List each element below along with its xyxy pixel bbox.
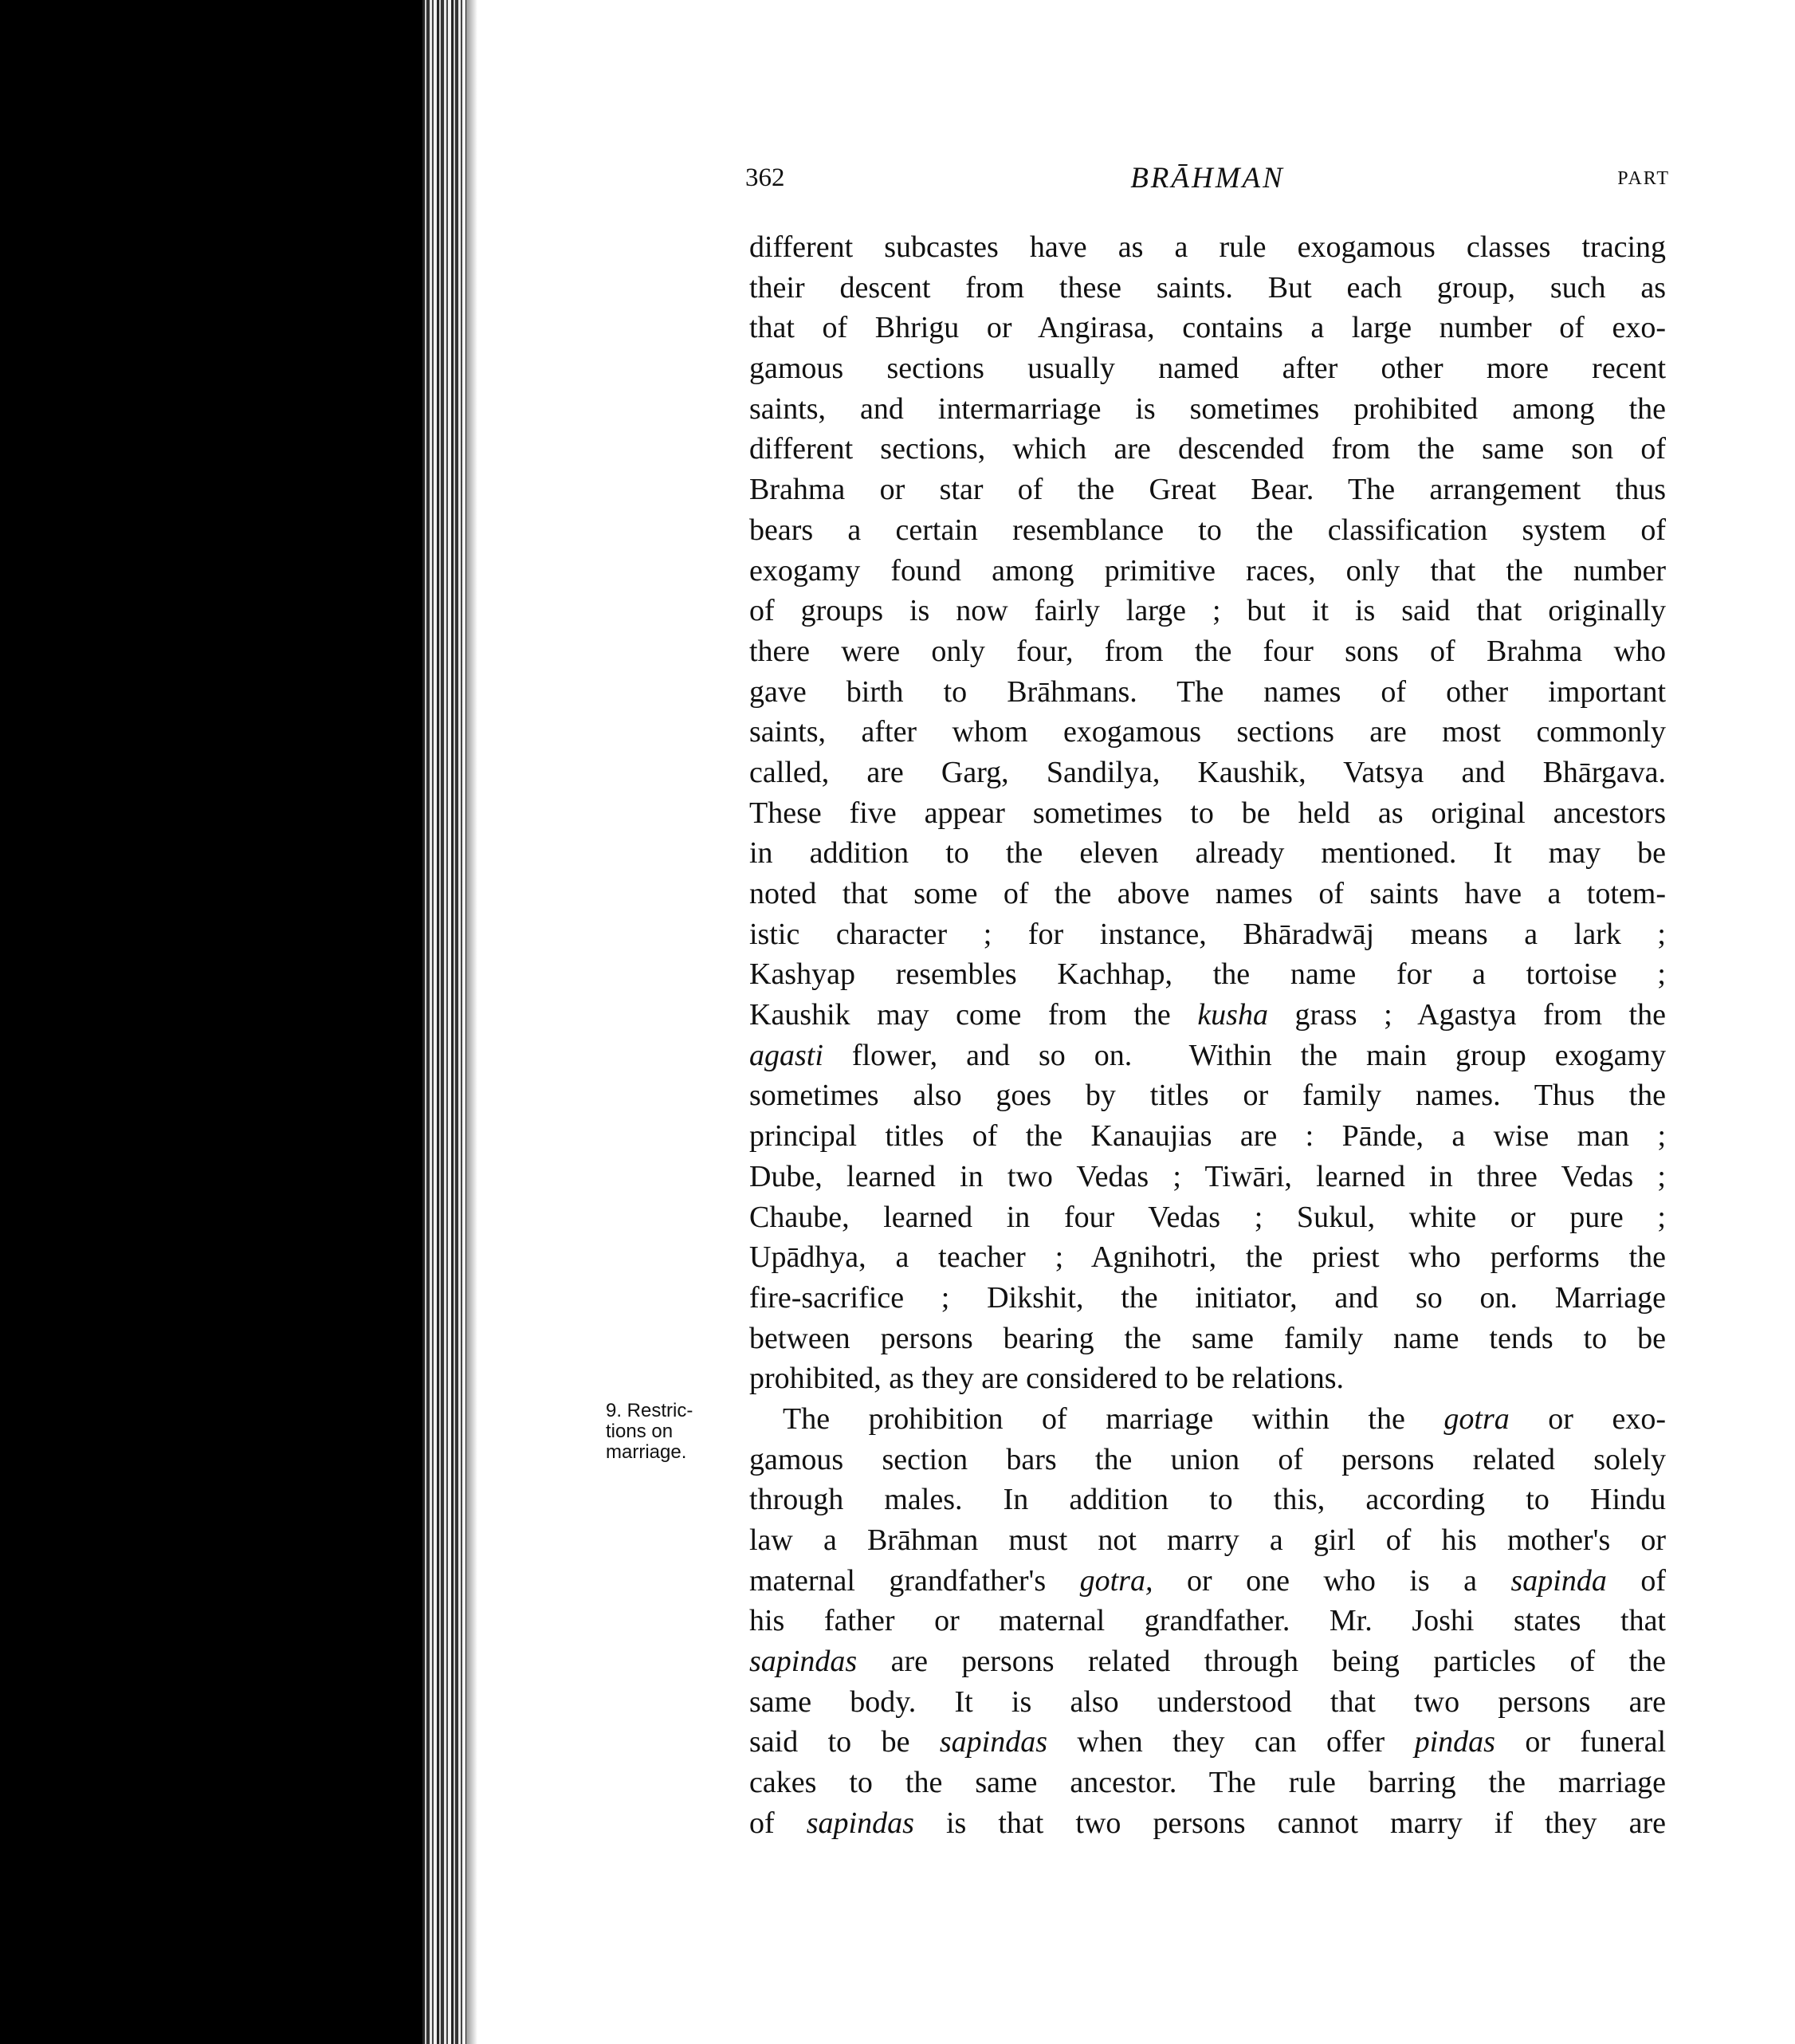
page-edge-shadow [466, 0, 477, 2044]
text-line: their descent from these saints. But each group, such as [749, 270, 1666, 305]
text-line [749, 1641, 1666, 1682]
page-edge [422, 0, 470, 2044]
text-line [749, 1036, 1666, 1076]
text-line: prohibited, as they are considered to be relations. [749, 1362, 1345, 1396]
text-line [749, 1722, 1666, 1763]
text-line: between persons bearing the same family name tends to be [749, 1321, 1666, 1355]
text-line: istic character ; for instance, Bhāradwāj means a lark ; [749, 917, 1666, 951]
italic-term: sapindas [749, 1645, 858, 1679]
text-run: Kaushik may come from the [749, 998, 1198, 1032]
italic-term: kusha [1197, 998, 1268, 1032]
text-line: Kashyap resembles Kachhap, the name for a tortoise ; [749, 957, 1666, 992]
text-run: of [749, 1806, 807, 1840]
text-line: saints, after whom exogamous sections are most commonly [749, 715, 1666, 749]
text-run: or exo- [1509, 1401, 1666, 1436]
text-line: there were only four, from the four sons of Brahma who [749, 634, 1666, 668]
italic-term: pindas [1414, 1725, 1495, 1759]
text-line: bears a certain resemblance to the classification system of [749, 513, 1666, 547]
text-line [749, 1399, 1666, 1440]
italic-term: agasti [749, 1038, 823, 1072]
text-line: same body. It is also understood that two persons are [749, 1684, 1666, 1719]
text-line: sometimes also goes by titles or family names. Thus the [749, 1079, 1666, 1113]
text-line: that of Bhrigu or Angirasa, contains a large number of exo- [749, 311, 1666, 345]
text-line: gamous sections usually named after other more recent [749, 352, 1666, 386]
italic-term: gotra, [1079, 1563, 1153, 1598]
text-line: principal titles of the Kanaujias are : Pānde, a wise man ; [749, 1119, 1666, 1154]
text-line: his father or maternal grandfather. Mr. Joshi states that [749, 1604, 1666, 1638]
italic-term: gotra [1443, 1401, 1510, 1436]
text-run: when they can offer [1047, 1725, 1415, 1759]
text-line: law a Brāhman must not marry a girl of his mother's or [749, 1523, 1666, 1557]
part-label: PART [1617, 168, 1670, 189]
text-run: are persons related through being particles of the [857, 1645, 1666, 1679]
body-text [749, 227, 1666, 1844]
marginal-note-line: tions on [606, 1421, 674, 1442]
text-line: gamous section bars the union of persons related solely [749, 1442, 1666, 1476]
text-line: of groups is now fairly large ; but it is said that originally [749, 594, 1666, 628]
text-run: or funeral [1495, 1725, 1667, 1759]
text-line: saints, and intermarriage is sometimes prohibited among the [749, 391, 1666, 426]
text-line: Chaube, learned in four Vedas ; Sukul, white or pure ; [749, 1200, 1666, 1234]
text-run: The prohibition of marriage within the [783, 1401, 1444, 1436]
text-line: Dube, learned in two Vedas ; Tiwāri, learned in three Vedas ; [749, 1159, 1666, 1193]
text-run: grass ; Agastya from the [1267, 998, 1666, 1032]
text-line: different subcastes have as a rule exogamous classes tracing [749, 230, 1666, 264]
text-line: These five appear sometimes to be held as original ancestors [749, 796, 1666, 830]
book-gutter [0, 0, 422, 2044]
text-line: noted that some of the above names of saints have a totem- [749, 877, 1666, 910]
text-line: fire-sacrifice ; Dikshit, the initiator, and so on. Marriage [749, 1280, 1666, 1315]
text-line: gave birth to Brāhmans. The names of other important [749, 674, 1666, 709]
text-line [749, 995, 1666, 1036]
italic-term: sapinda [1510, 1563, 1607, 1598]
text-line: Upādhya, a teacher ; Agnihotri, the priest who performs the [749, 1240, 1666, 1275]
text-run: or one who is a [1153, 1563, 1511, 1598]
marginal-note [606, 1401, 733, 1463]
text-line [749, 1803, 1666, 1844]
text-line: different sections, which are descended from the same son of [749, 432, 1666, 466]
text-line: Brahma or star of the Great Bear. The arrangement thus [749, 473, 1666, 507]
running-title: BRĀHMAN [1130, 162, 1285, 195]
text-run: said to be [749, 1725, 940, 1759]
text-line [749, 1561, 1666, 1602]
page-number: 362 [745, 163, 785, 192]
text-line: in addition to the eleven already mentioned. It may be [749, 836, 1666, 871]
text-run: flower, and so on. Within the main group exogamy [823, 1038, 1666, 1072]
italic-term: sapindas [806, 1806, 914, 1840]
text-line: through males. In addition to this, according to Hindu [749, 1483, 1666, 1517]
text-line: called, are Garg, Sandilya, Kaushik, Vatsya and Bhārgava. [749, 755, 1666, 789]
text-line: exogamy found among primitive races, only that the number [749, 553, 1666, 588]
marginal-note-line: marriage. [606, 1441, 687, 1463]
text-run: maternal grandfather's [749, 1563, 1080, 1598]
running-header [745, 163, 1670, 203]
text-run: is that two persons cannot marry if they are [913, 1806, 1667, 1840]
italic-term: sapindas [939, 1725, 1047, 1759]
text-line: cakes to the same ancestor. The rule barring the marriage [749, 1766, 1666, 1800]
marginal-note-line: 9. Restric- [606, 1400, 693, 1421]
text-run: of [1606, 1563, 1666, 1598]
